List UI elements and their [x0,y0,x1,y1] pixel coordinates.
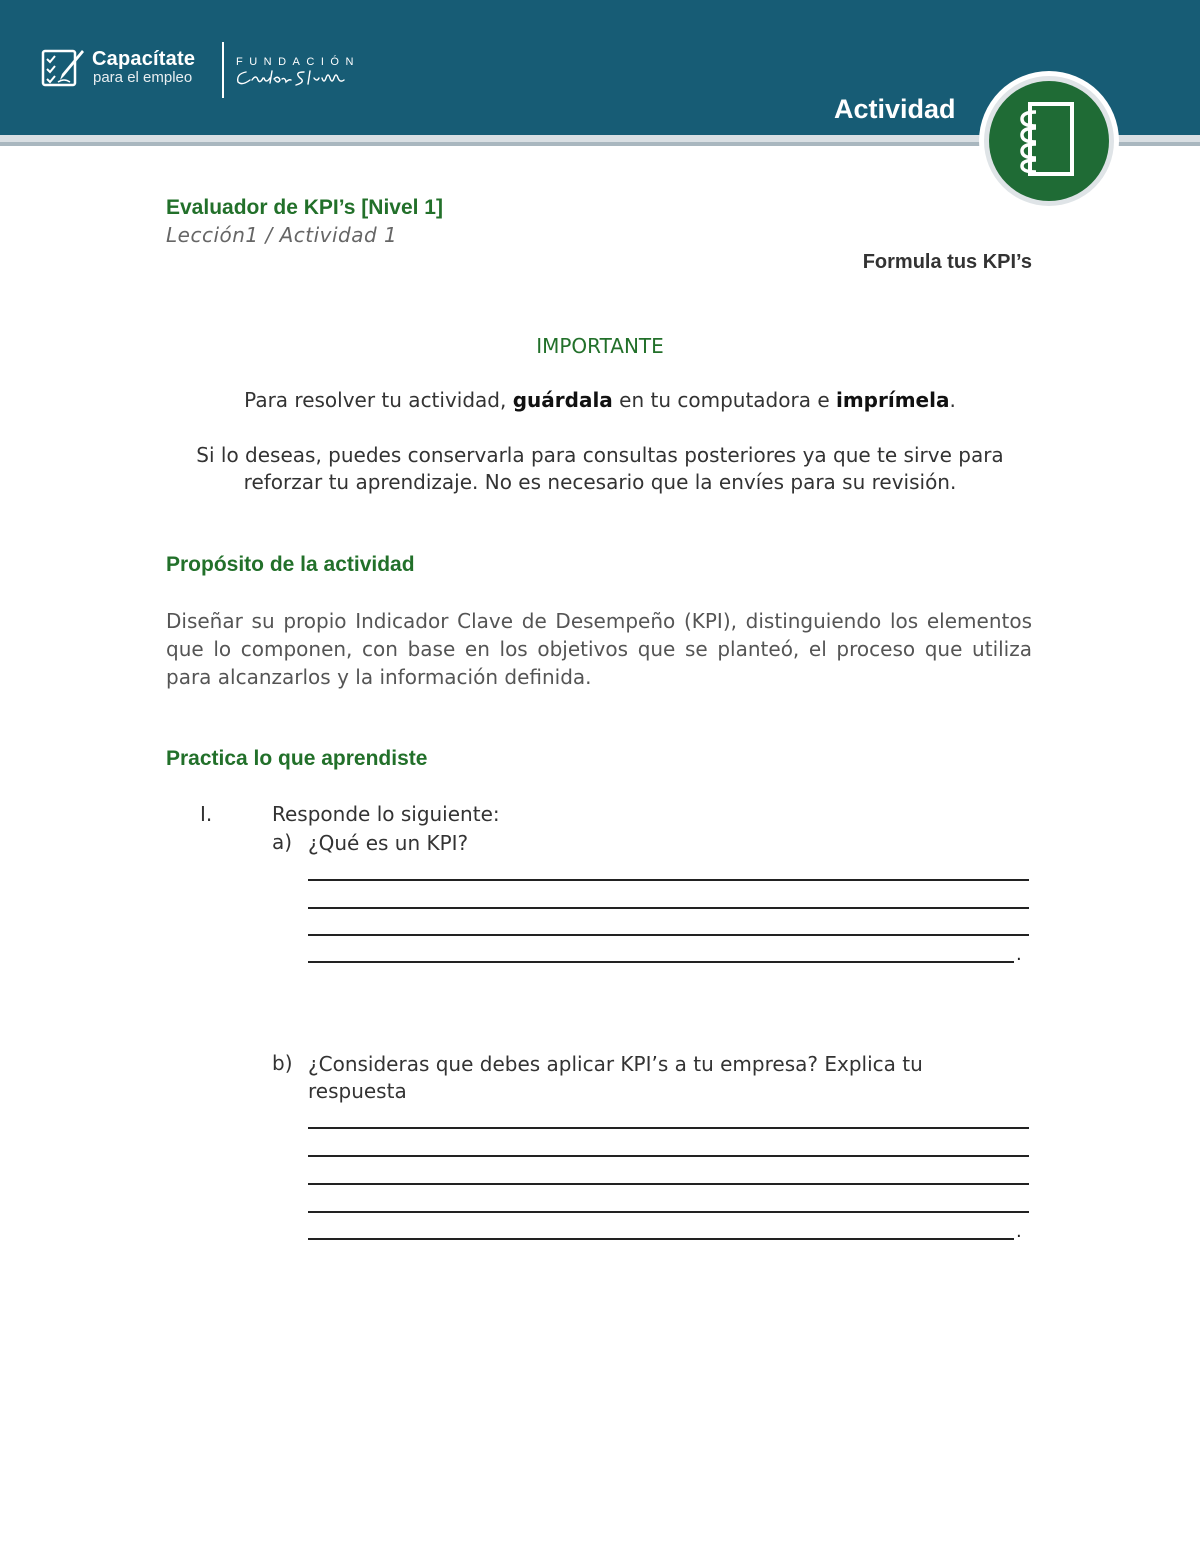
sub-question-b-letter: b) [272,1051,293,1075]
answer-a-period: . [1016,944,1022,965]
answer-line-b-1[interactable] [308,1127,1029,1129]
checklist-pen-icon [40,46,88,90]
foundation-label: FUNDACIÓN [236,56,360,68]
question-number: I. [200,802,213,826]
answer-line-b-3[interactable] [308,1183,1029,1185]
activity-name: Formula tus KPI’s [862,251,1032,273]
logo-divider [222,42,224,98]
answer-line-a-1[interactable] [308,879,1029,881]
important-paragraph-keep: Si lo deseas, puedes conservarla para consultas posteriores ya que te sirve para reforzar tu aprendizaje. No es necesario que la envíes para su revisión. [196,443,1004,494]
purpose-text: Diseñar su propio Indicador Clave de Desempeño (KPI), distinguiendo los elementos que lo componen, con base en los objetivos que se planteó, el proceso que utiliza para alcanzarlos y la información definida. [166,609,1032,689]
section-label: Actividad [834,94,956,124]
answer-line-a-3[interactable] [308,934,1029,936]
brand-tagline: para el empleo [93,69,193,86]
important-heading: IMPORTANTE [536,334,664,358]
answer-line-b-2[interactable] [308,1155,1029,1157]
notebook-icon [978,70,1120,212]
purpose-heading: Propósito de la actividad [166,553,415,576]
answer-line-b-4[interactable] [308,1211,1029,1213]
answer-line-a-2[interactable] [308,907,1029,909]
emphasis-save: guárdala [512,388,613,412]
important-paragraph-save: Para resolver tu actividad, guárdala en tu computadora e imprímela. [244,388,956,412]
practice-heading: Practica lo que aprendiste [166,747,428,770]
sub-question-a-letter: a) [272,830,293,854]
carlos-slim-signature [234,68,372,88]
document-title: Evaluador de KPI’s [Nivel 1] [166,196,443,219]
answer-b-period: . [1016,1221,1022,1242]
question-text: Responde lo siguiente: [272,802,500,826]
brand-name: Capacítate [92,48,196,70]
answer-line-a-4[interactable] [308,961,1014,963]
emphasis-print: imprímela [835,388,950,412]
sub-question-b-text: ¿Consideras que debes aplicar KPI’s a tu empresa? Explica tu respuesta [308,1052,923,1103]
document-subtitle: Lección1 / Actividad 1 [166,223,398,247]
sub-question-a-text: ¿Qué es un KPI? [308,831,469,855]
answer-line-b-5[interactable] [308,1238,1014,1240]
